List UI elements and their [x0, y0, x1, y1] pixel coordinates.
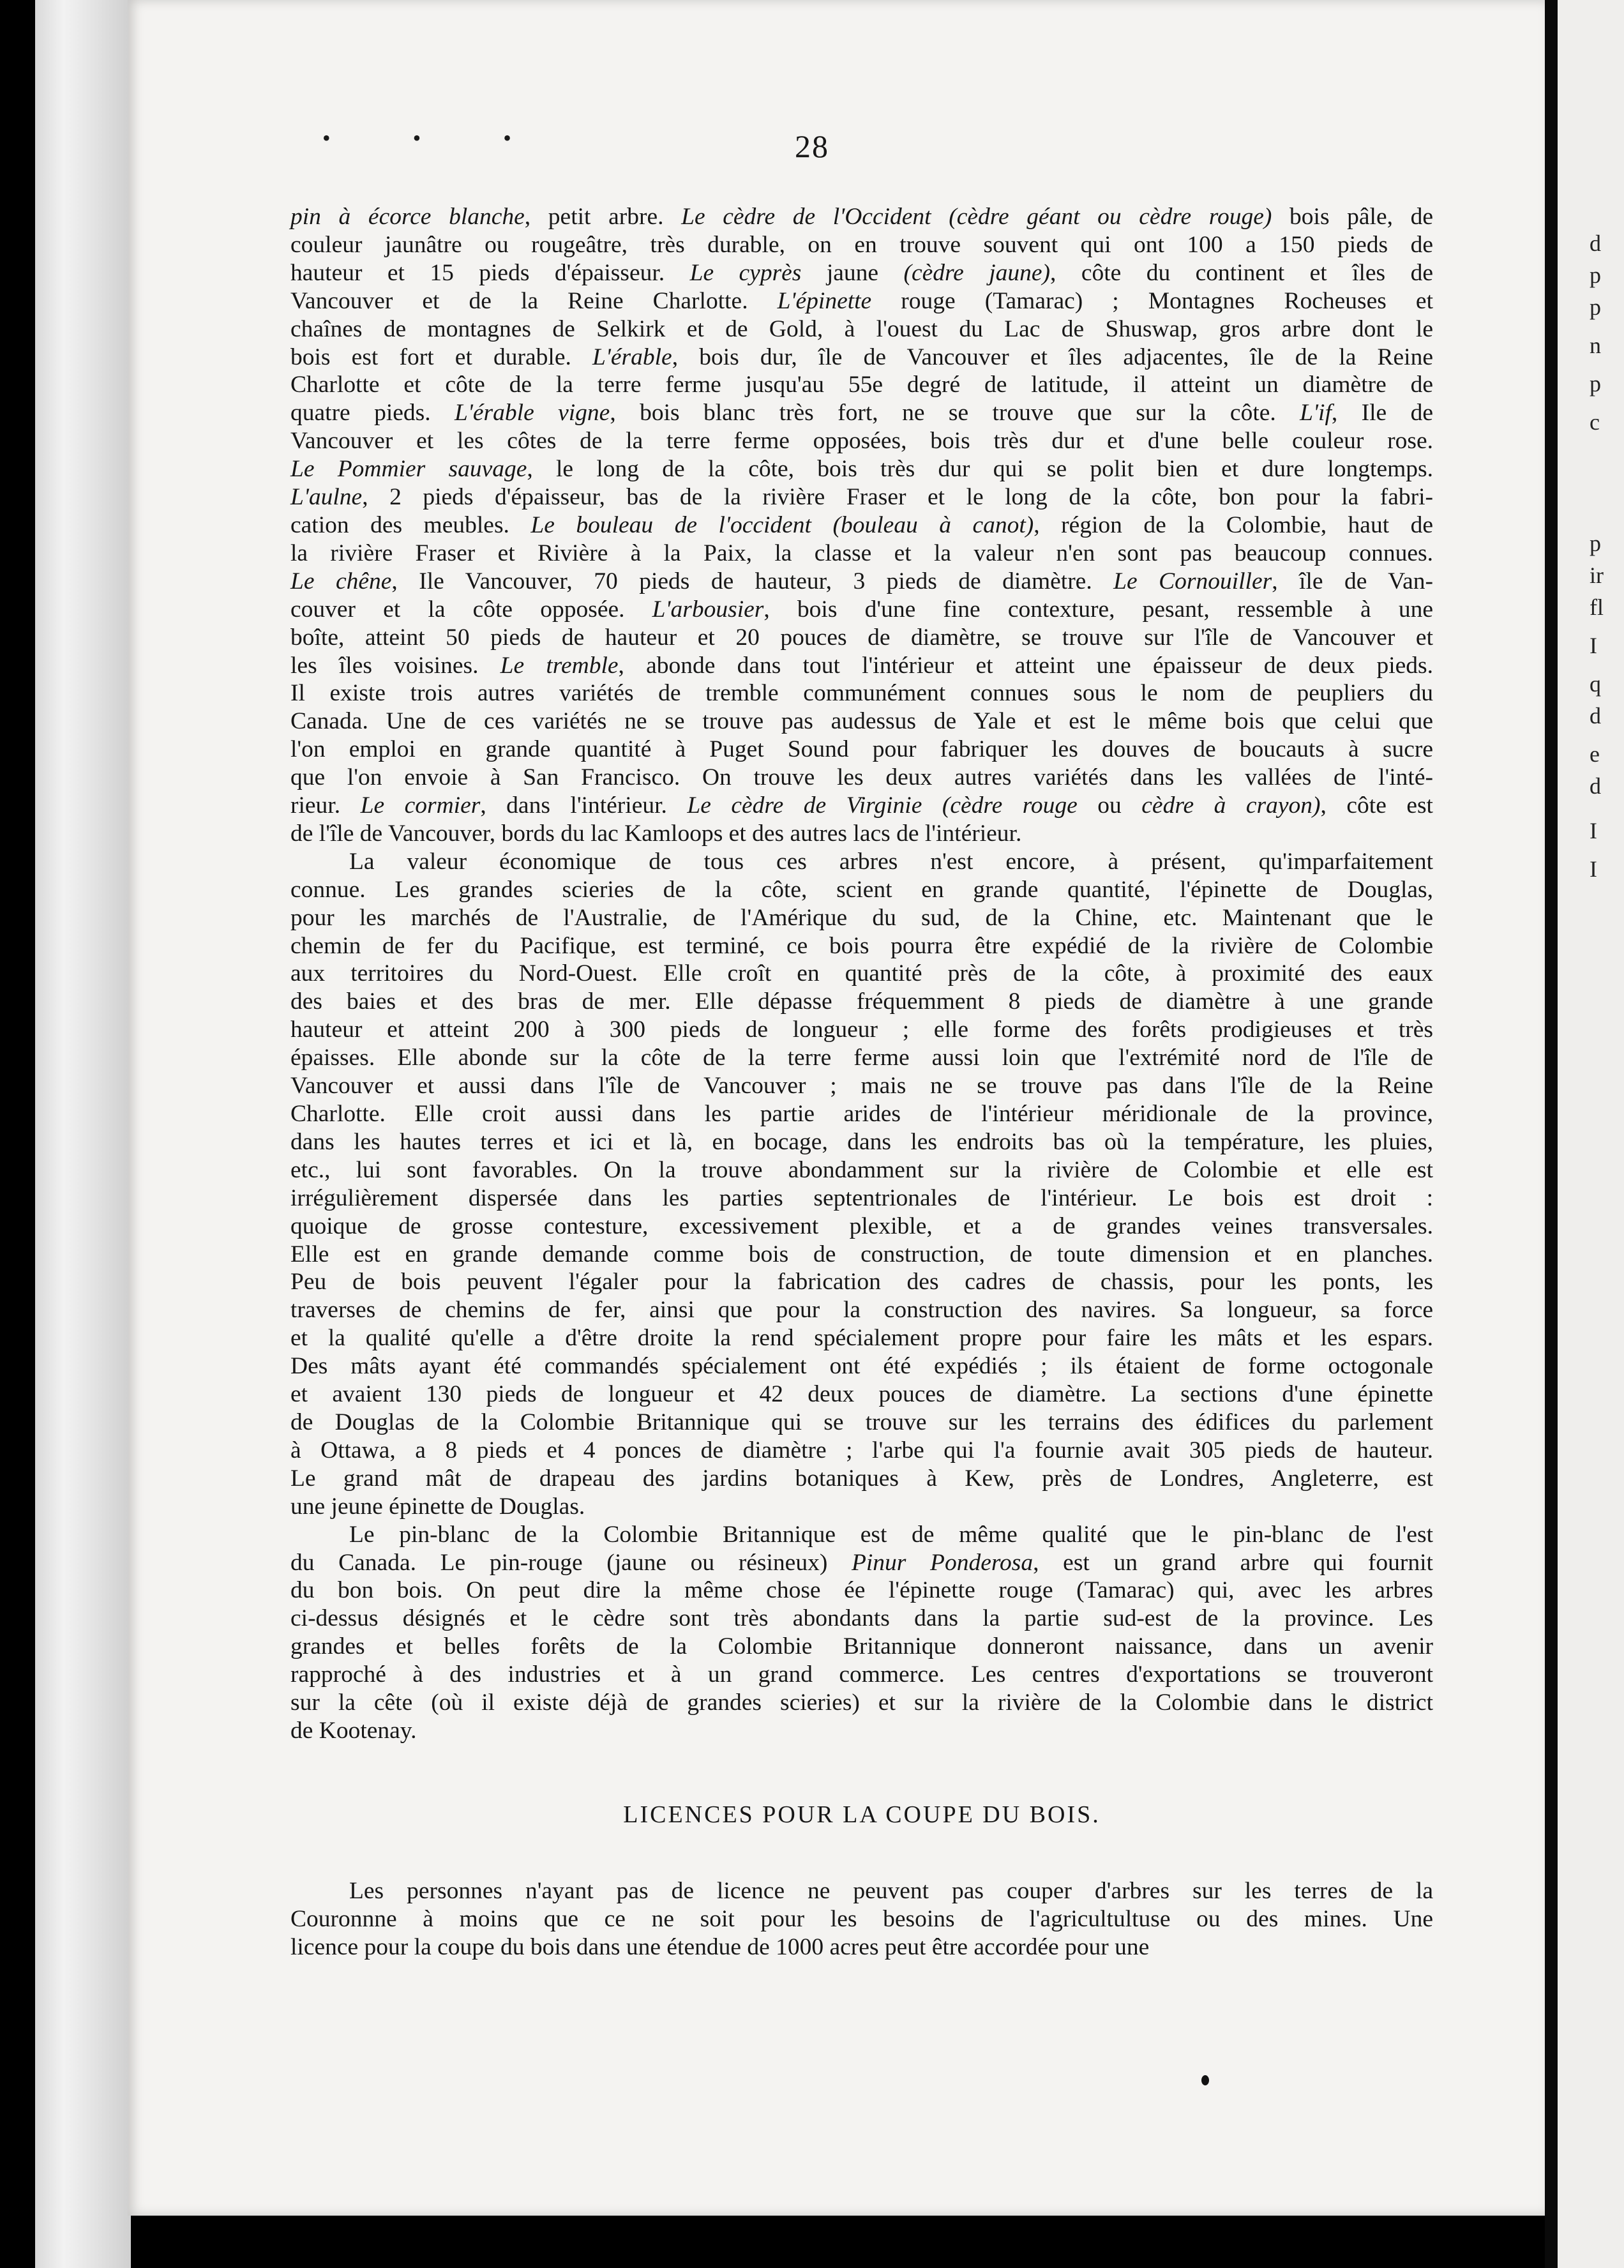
adjacent-page-fragment: ir — [1590, 563, 1604, 588]
text-line: Vancouver et aussi dans l'île de Vancouver ; mais ne se trouve pas dans l'île de la Reine — [290, 1073, 1433, 1100]
paragraph-white-pine — [290, 1521, 1433, 1745]
text-line: Vancouver et de la Reine Charlotte. L'épinette rouge (Tamarac) ; Montagnes Rocheuses et — [290, 287, 1433, 314]
adjacent-page-fragment: I — [1590, 818, 1597, 843]
text-line: chaînes de montagnes de Selkirk et de Gold, à l'ouest du Lac de Shuswap, gros arbre dont le — [290, 315, 1433, 342]
text-line: pin à écorce blanche, petit arbre. Le cèdre de l'Occident (cèdre géant ou cèdre rouge) bois pâle, de — [290, 204, 1434, 230]
text-line: couver et la côte opposée. L'arbousier, bois d'une fine contexture, pesant, ressemble à une — [290, 596, 1433, 623]
text-line: Canada. Une de ces variétés ne se trouve pas audessus de Yale et est le même bois que celui que — [290, 708, 1433, 735]
body-text — [290, 203, 1433, 1961]
text-line: aux territoires du Nord-Ouest. Elle croît en quantité près de la côte, à proximité des eaux — [290, 960, 1433, 987]
adjacent-page-fragment: p — [1590, 262, 1601, 288]
adjacent-page-fragment: e — [1590, 741, 1600, 767]
section-heading: LICENCES POUR LA COUPE DU BOIS. — [623, 1801, 1101, 1828]
text-line: à Ottawa, a 8 pieds et 4 ponces de diamètre ; l'arbe qui l'a fournie avait 305 pieds de hauteur. — [290, 1437, 1433, 1463]
text-line: sur la cête (où il existe déjà de grandes scieries) et sur la rivière de la Colombie dans le district — [290, 1690, 1433, 1716]
text-line: grandes et belles forêts de la Colombie Britannique donneront naissance, dans un avenir — [290, 1633, 1433, 1660]
adjacent-page-fragment: c — [1590, 409, 1600, 435]
text-line: irrégulièrement dispersée dans les parties septentrionales de l'intérieur. Le bois est droit : — [290, 1184, 1433, 1211]
text-line: quoique de grosse contesture, excessivement plexible, et a de grandes veines transversales. — [290, 1213, 1433, 1239]
text-line: la rivière Fraser et Rivière à la Paix, la classe et la valeur n'en sont pas beaucoup connues. — [290, 540, 1433, 566]
adjacent-page-fragment: p — [1590, 371, 1601, 397]
paragraph-licences — [290, 1877, 1433, 1962]
text-line: les îles voisines. Le tremble, abonde dans tout l'intérieur et atteint une épaisseur de deux pieds. — [290, 652, 1434, 679]
text-line: Peu de bois peuvent l'égaler pour la fabrication des cadres de chassis, pour les ponts, les — [290, 1269, 1433, 1296]
text-line: de Douglas de la Colombie Britannique qui se trouve sur les terrains des édifices du parlement — [290, 1409, 1433, 1435]
text-line: hauteur et atteint 200 à 300 pieds de longueur ; elle forme des forêts prodigieuses et très — [290, 1017, 1433, 1043]
paragraph-douglas-fir — [290, 848, 1433, 1521]
adjacent-page-fragment: d — [1590, 703, 1601, 729]
text-line: La valeur économique de tous ces arbres n'est encore, à présent, qu'imparfaitement — [349, 848, 1433, 875]
text-line: quatre pieds. L'érable vigne, bois blanc très fort, ne se trouve que sur la côte. L'if, Ile de — [290, 400, 1433, 427]
text-line: des baies et des bras de mer. Elle dépasse fréquemment 8 pieds de diamètre à une grande — [290, 988, 1433, 1015]
page-number: 28 — [795, 128, 829, 164]
text-line: cation des meubles. Le bouleau de l'occident (bouleau à canot), région de la Colombie, haut de — [290, 511, 1433, 538]
adjacent-page-fragment: I — [1590, 856, 1597, 882]
text-line: de l'île de Vancouver, bords du lac Kamloops et des autres lacs de l'intérieur. — [290, 820, 1022, 847]
page-edge-stack — [35, 0, 131, 2268]
adjacent-page-fragment: d — [1590, 773, 1601, 799]
text-line: pour les marchés de l'Australie, de l'Amérique du sud, de la Chine, etc. Maintenant que le — [290, 904, 1433, 931]
page-gutter — [1545, 0, 1558, 2268]
text-line: couleur jaunâtre ou rougeâtre, très durable, on en trouve souvent qui ont 100 a 150 pieds de — [290, 231, 1433, 258]
text-line: licence pour la coupe du bois dans une étendue de 1000 acres peut être accordée pour une — [290, 1933, 1150, 1960]
adjacent-page-fragment: p — [1590, 531, 1601, 556]
text-line: rieur. Le cormier, dans l'intérieur. Le cèdre de Virginie (cèdre rouge ou cèdre à crayon), côte est — [290, 792, 1433, 819]
text-line: Elle est en grande demande comme bois de construction, de toute dimension et en planches. — [290, 1241, 1433, 1267]
ink-speck — [1201, 2075, 1209, 2085]
text-line: et la qualité qu'elle a d'être droite la rend spécialement propre pour faire les mâts et les espars. — [290, 1325, 1433, 1352]
text-line: Le pin-blanc de la Colombie Britannique est de même qualité que le pin-blanc de l'est — [349, 1521, 1433, 1548]
text-line: Les personnes n'ayant pas de licence ne peuvent pas couper d'arbres sur les terres de la — [349, 1877, 1433, 1904]
text-line: L'aulne, 2 pieds d'épaisseur, bas de la rivière Fraser et le long de la côte, bon pour la fabri- — [290, 484, 1433, 511]
text-line: que l'on envoie à San Francisco. On trouve les deux autres variétés dans les vallées de l'inté- — [290, 764, 1433, 791]
text-line: épaisses. Elle abonde sur la côte de la terre ferme aussi loin que l'extrémité nord de l'île de — [290, 1045, 1433, 1071]
text-line: l'on emploi en grande quantité à Puget Sound pour fabriquer les douves de boucauts à sucre — [290, 736, 1433, 763]
text-line: et avaient 130 pieds de longueur et 42 deux pouces de diamètre. La sections d'une épinette — [290, 1381, 1433, 1408]
text-line: Le chêne, Ile Vancouver, 70 pieds de hauteur, 3 pieds de diamètre. Le Cornouiller, île de Van- — [290, 568, 1433, 594]
adjacent-page-fragment: p — [1590, 294, 1601, 320]
text-line: de Kootenay. — [290, 1717, 417, 1744]
text-line: une jeune épinette de Douglas. — [290, 1493, 585, 1520]
text-line: Vancouver et les côtes de la terre ferme opposées, bois très dur et d'une belle couleur rose. — [290, 428, 1433, 455]
adjacent-page-fragment: d — [1590, 231, 1601, 256]
text-line: du Canada. Le pin-rouge (jaune ou résineux) Pinur Ponderosa, est un grand arbre qui fournit — [290, 1549, 1433, 1576]
text-line: ci-dessus désignés et le cèdre sont très abondants dans la partie sud-est de la province. Les — [290, 1605, 1433, 1632]
text-line: Charlotte et côte de la terre ferme jusqu'au 55e degré de latitude, il atteint un diamètre de — [290, 372, 1433, 398]
text-line: Des mâts ayant été commandés spécialement ont été expédiés ; ils étaient de forme octogonale — [290, 1353, 1433, 1380]
adjacent-page-fragment: q — [1590, 671, 1601, 697]
adjacent-page-fragment: fl — [1590, 594, 1604, 620]
text-line: Le grand mât de drapeau des jardins botaniques à Kew, près de Londres, Angleterre, est — [290, 1465, 1433, 1492]
text-line: Couronnne à moins que ce ne soit pour les besoins de l'agricultultuse ou des mines. Une — [290, 1905, 1433, 1932]
text-line: bois est fort et durable. L'érable, bois dur, île de Vancouver et îles adjacentes, île de la Reine — [290, 344, 1433, 370]
text-line: hauteur et 15 pieds d'épaisseur. Le cyprès jaune (cèdre jaune), côte du continent et îles de — [290, 259, 1433, 286]
page-speckles: • • • — [322, 125, 550, 151]
text-line: connue. Les grandes scieries de la côte, scient en grande quantité, l'épinette de Douglas, — [290, 876, 1433, 903]
text-line: etc., lui sont favorables. On la trouve abondamment sur la rivière de Colombie et elle est — [290, 1156, 1433, 1183]
adjacent-page-fragment: I — [1590, 633, 1597, 658]
adjacent-page-fragment: n — [1590, 333, 1601, 358]
text-line: Charlotte. Elle croit aussi dans les partie arides de l'intérieur méridionale de la province, — [290, 1101, 1433, 1127]
text-line: traverses de chemins de fer, ainsi que pour la construction des navires. Sa longueur, sa force — [290, 1297, 1433, 1324]
paragraph-trees — [290, 203, 1433, 848]
text-line: Il existe trois autres variétés de tremble communément connues sous le nom de peupliers du — [290, 680, 1433, 707]
text-line: boîte, atteint 50 pieds de hauteur et 20 pouces de diamètre, se trouve sur l'île de Vancouver et — [290, 624, 1433, 651]
text-line: du bon bois. On peut dire la même chose ée l'épinette rouge (Tamarac) qui, avec les arbres — [290, 1577, 1433, 1604]
text-line: dans les hautes terres et ici et là, en bocage, dans les endroits bas où la température, les pluies, — [290, 1128, 1433, 1155]
text-line: chemin de fer du Pacifique, est terminé, ce bois pourra être expédié de la rivière de Colombie — [290, 932, 1433, 959]
text-line: rapproché à des industries et à un grand commerce. Les centres d'exportations se trouveront — [290, 1661, 1433, 1688]
text-line: Le Pommier sauvage, le long de la côte, bois très dur qui se polit bien et dure longtemps. — [290, 456, 1433, 483]
